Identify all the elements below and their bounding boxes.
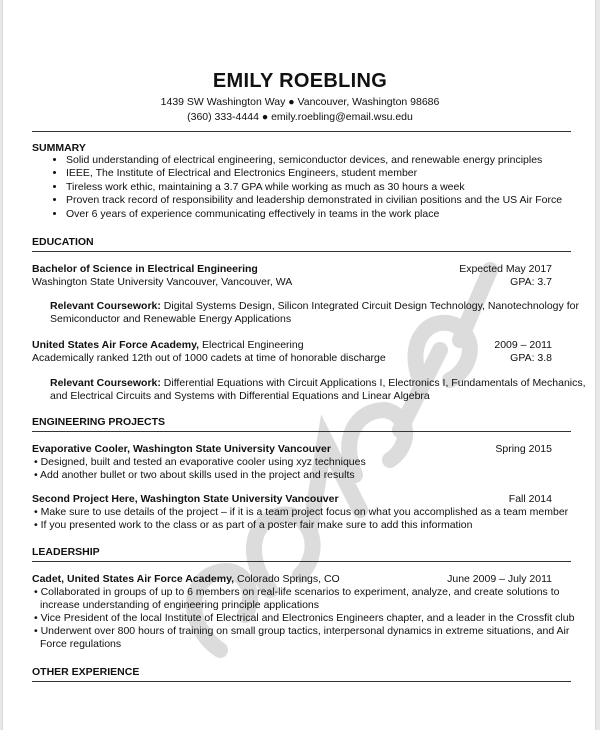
- coursework-cont: and Electrical Circuits and Systems with Differential Equations and Linear Algebra: [50, 390, 430, 402]
- project-bullet: • Make sure to use details of the project – if it is a team project focus on what you accomplished as a team member: [34, 506, 569, 518]
- education-heading: EDUCATION: [32, 236, 94, 248]
- leadership-bullet: • Collaborated in groups of up to 6 members on real-life scenarios to experiment, analyze, and create solutions to: [34, 586, 560, 598]
- leadership-bullet: • Vice President of the local Institute of Electrical and Electronics Engineers chapter, and a leader in the Crossfit club: [34, 612, 575, 624]
- list-item: • Tireless work ethic, maintaining a 3.7 GPA while working as much as 30 hours a week: [66, 181, 562, 194]
- section-divider: [32, 681, 571, 682]
- coursework-cont: Semiconductor and Renewable Energy Applications: [50, 313, 292, 325]
- leadership-date: June 2009 – July 2011: [447, 573, 552, 585]
- project-bullet: • If you presented work to the class or as part of a poster fair make sure to add this information: [34, 519, 473, 531]
- degree-title: Bachelor of Science in Electrical Engineering: [32, 263, 258, 275]
- project-bullet: • Designed, built and tested an evaporative cooler using xyz techniques: [34, 456, 366, 468]
- summary-list: [32, 154, 562, 221]
- project-date: Spring 2015: [495, 443, 552, 455]
- coursework: [50, 377, 586, 389]
- list-item: • Proven track record of responsibility and leadership demonstrated in civilian positions and the US Air Force: [66, 194, 562, 207]
- coursework-label: Relevant Coursework:: [50, 377, 161, 389]
- coursework-text: Differential Equations with Circuit Applications I, Electronics I, Fundamentals of Mechanics,: [160, 377, 586, 389]
- list-item: • IEEE, The Institute of Electrical and Electronics Engineers, student member: [66, 167, 562, 180]
- leadership-bullet-cont: Force regulations: [40, 638, 122, 650]
- coursework: [50, 300, 579, 312]
- contact-line: (360) 333-4444 ● emily.roebling@email.wsu.edu: [187, 111, 413, 123]
- coursework-text: Digital Systems Design, Silicon Integrated Circuit Design Technology, Nanotechnology for: [160, 300, 579, 312]
- leadership-title-bold: Cadet, United States Air Force Academy,: [32, 573, 235, 585]
- other-experience-heading: OTHER EXPERIENCE: [32, 666, 140, 678]
- school-title-bold: United States Air Force Academy,: [32, 339, 200, 351]
- leadership-bullet: • Underwent over 800 hours of training on small group tactics, interpersonal dynamics in extreme situations, and Air: [34, 625, 570, 637]
- school-title-rest: Electrical Engineering: [199, 339, 304, 351]
- gpa: GPA: 3.8: [510, 352, 552, 364]
- candidate-name: EMILY ROEBLING: [212, 70, 388, 92]
- school-name: Washington State University Vancouver, Vancouver, WA: [32, 276, 293, 288]
- leadership-heading: LEADERSHIP: [32, 546, 100, 558]
- section-divider: [32, 561, 571, 562]
- school-note: Academically ranked 12th out of 1000 cadets at time of honorable discharge: [32, 352, 386, 364]
- leadership-title: [32, 573, 340, 585]
- project-title: Evaporative Cooler, Washington State University Vancouver: [32, 443, 331, 455]
- degree-date: Expected May 2017: [459, 263, 552, 275]
- summary-heading: SUMMARY: [32, 142, 86, 154]
- leadership-title-rest: Colorado Springs, CO: [234, 573, 340, 585]
- school-date: 2009 – 2011: [494, 339, 552, 351]
- project-title: Second Project Here, Washington State University Vancouver: [32, 493, 339, 505]
- section-divider: [32, 131, 571, 132]
- address-line: 1439 SW Washington Way ● Vancouver, Washington 98686: [160, 96, 440, 108]
- leadership-bullet-cont: increase understanding of engineering principle applications: [40, 599, 320, 611]
- section-divider: [32, 431, 571, 432]
- school-title: [32, 339, 304, 351]
- projects-heading: ENGINEERING PROJECTS: [32, 416, 166, 428]
- list-item: • Solid understanding of electrical engineering, semiconductor devices, and renewable energy principles: [66, 154, 562, 167]
- gpa: GPA: 3.7: [510, 276, 552, 288]
- list-item: • Over 6 years of experience communicating effectively in teams in the work place: [66, 208, 562, 221]
- section-divider: [32, 251, 571, 252]
- coursework-label: Relevant Coursework:: [50, 300, 161, 312]
- project-date: Fall 2014: [508, 493, 552, 505]
- project-bullet: • Add another bullet or two about skills used in the project and results: [34, 469, 355, 481]
